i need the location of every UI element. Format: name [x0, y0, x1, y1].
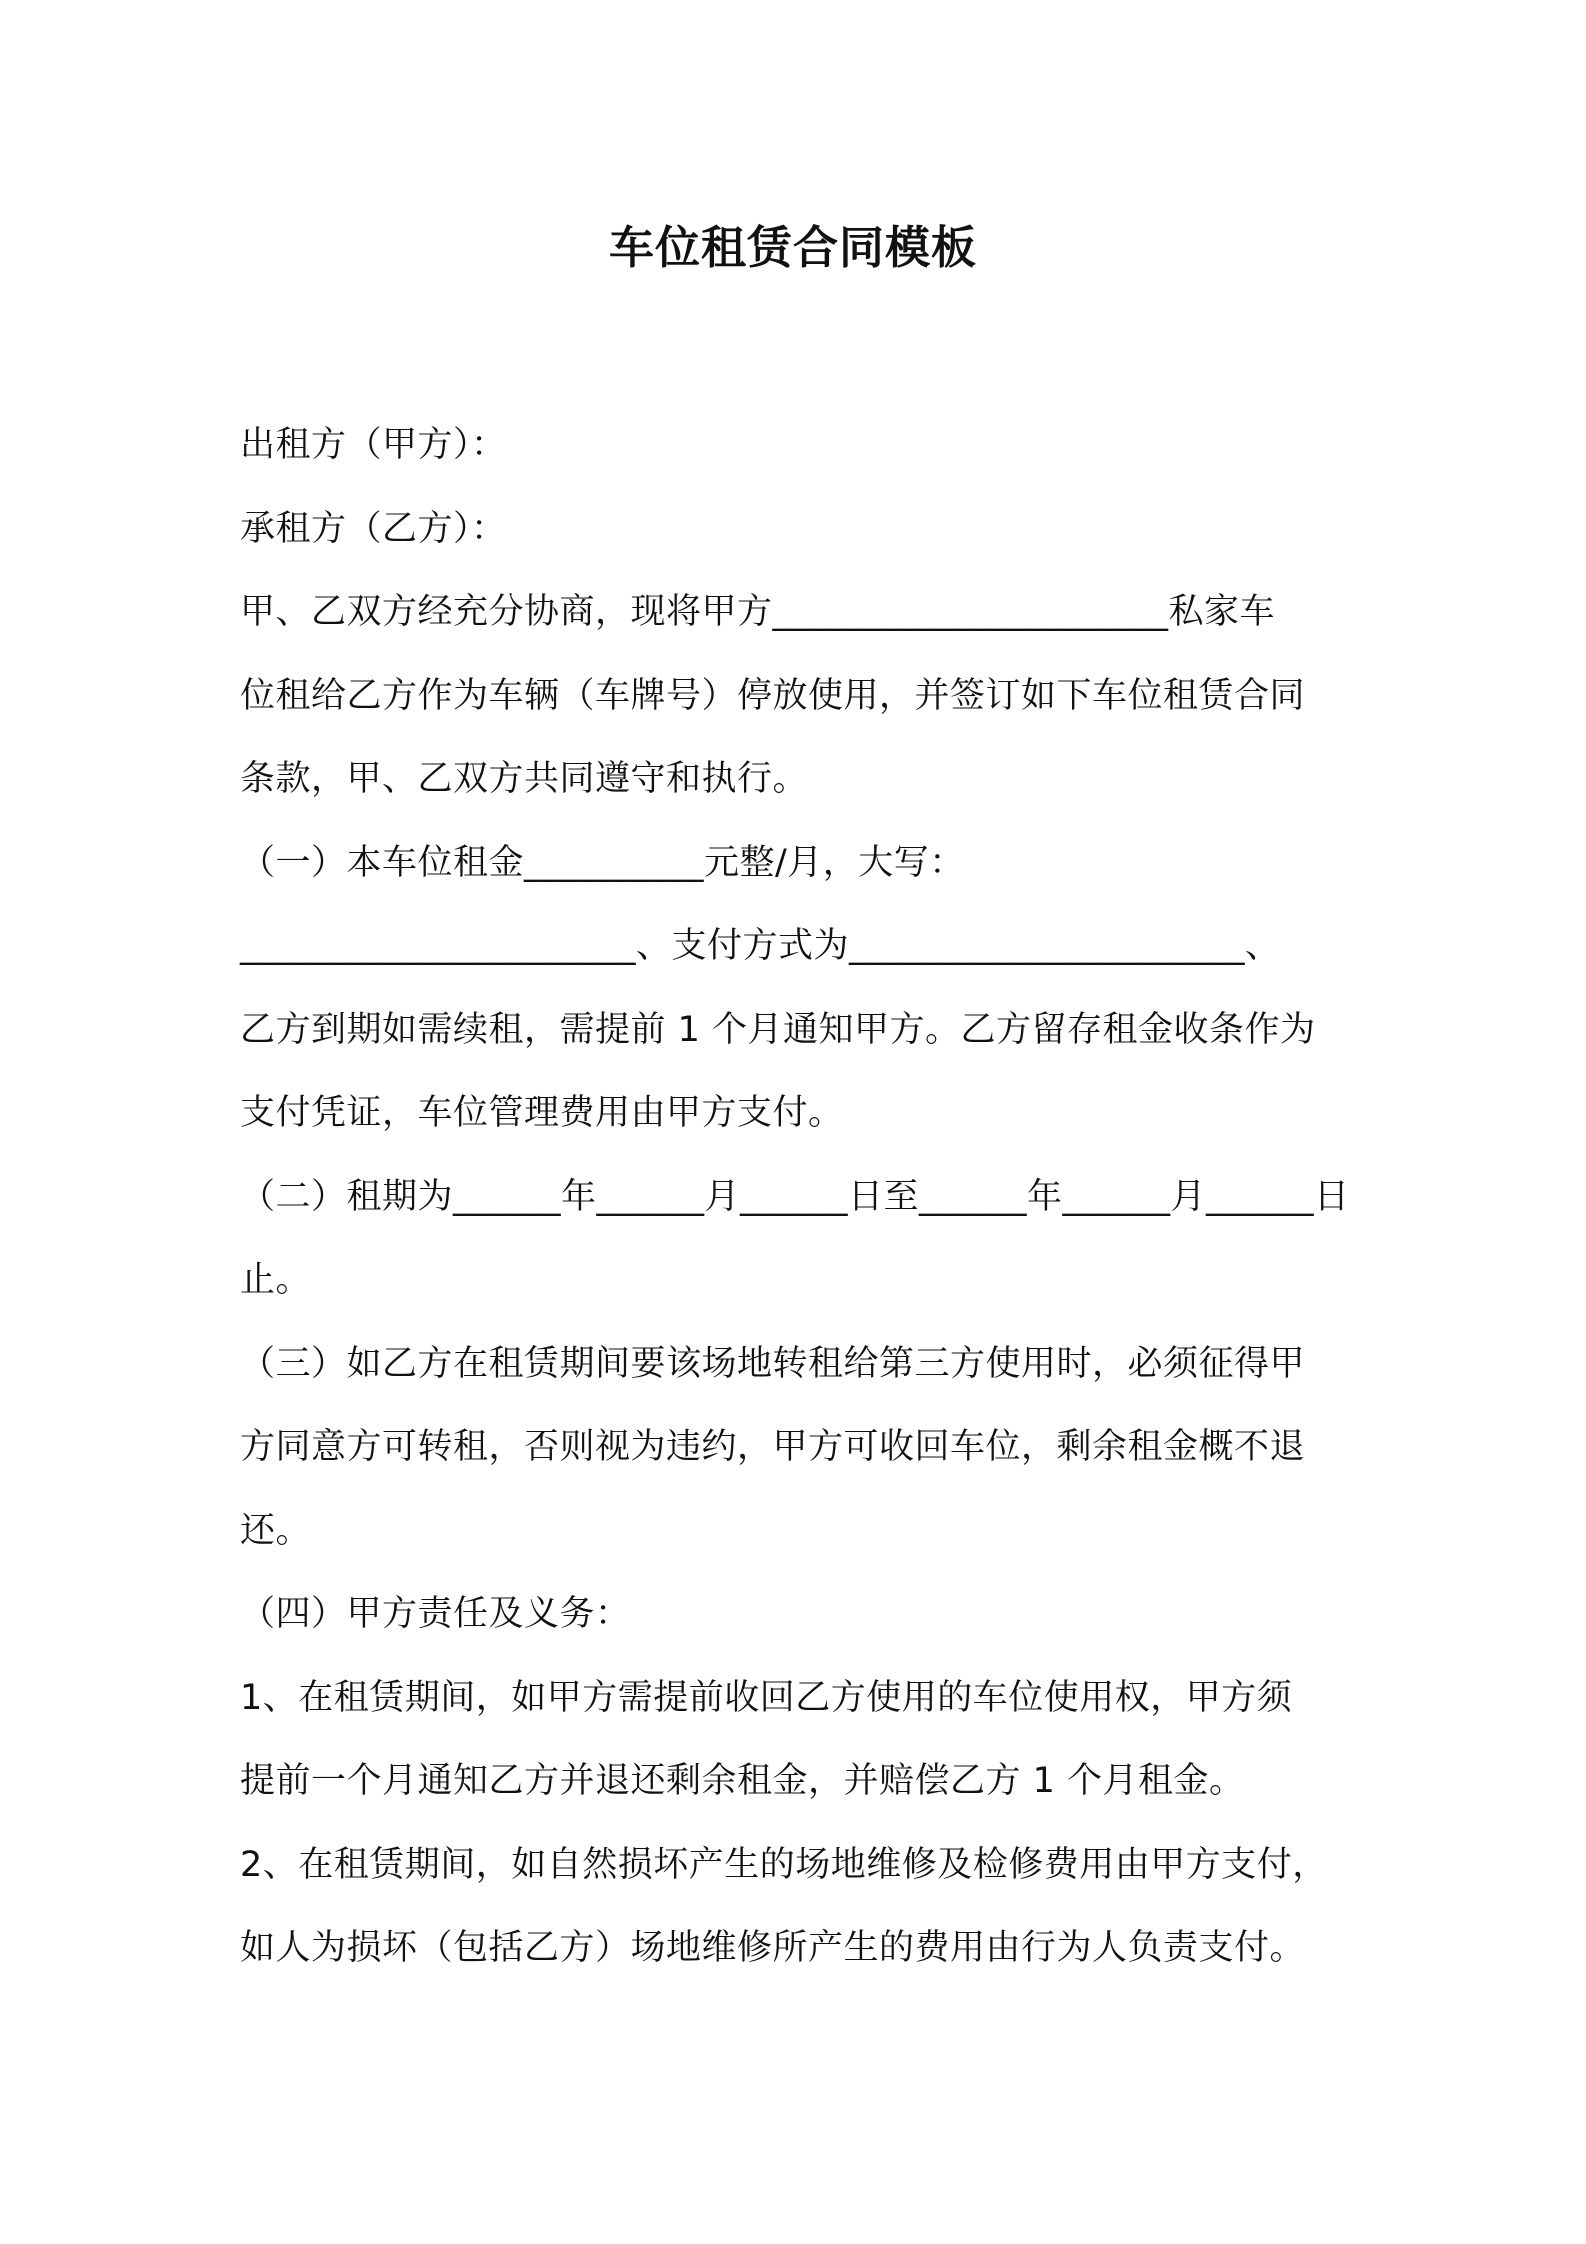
document-body	[240, 404, 1390, 1991]
paragraph-intro-line-1: 甲、乙双方经充分协商，现将甲方______________________私家车	[240, 592, 1276, 632]
clause-1-line-1: （一）本车位租金__________元整/月，大写：	[240, 842, 965, 883]
clause-1-line-4: 支付凭证，车位管理费用由甲方支付。	[240, 1093, 844, 1133]
clause-4-heading: （四）甲方责任及义务：	[240, 1594, 631, 1634]
paragraph-intro-line-3: 条款，甲、乙双方共同遵守和执行。	[240, 759, 809, 799]
lessee-line: 承租方（乙方）：	[240, 508, 507, 549]
clause-4-item-2-line-1: 2、在租赁期间，如自然损坏产生的场地维修及检修费用由甲方支付，	[240, 1844, 1328, 1885]
clause-4-item-1-line-2: 提前一个月通知乙方并退还剩余租金，并赔偿乙方 1 个月租金。	[240, 1761, 1245, 1801]
document-title: 车位租赁合同模板	[608, 221, 977, 274]
clause-4-item-1-line-1: 1、在租赁期间，如甲方需提前收回乙方使用的车位使用权，甲方须	[240, 1677, 1293, 1718]
paragraph-intro-line-2: 位租给乙方作为车辆（车牌号）停放使用，并签订如下车位租赁合同	[240, 675, 1306, 716]
clause-2-line-1: （二）租期为______年______月______日至______年______月______日	[240, 1176, 1350, 1217]
clause-1-line-3: 乙方到期如需续租，需提前 1 个月通知甲方。乙方留存租金收条作为	[240, 1009, 1316, 1050]
clause-3-line-3: 还。	[240, 1510, 312, 1551]
clause-2-line-2: 止。	[240, 1260, 312, 1300]
clause-3-line-1: （三）如乙方在租赁期间要该场地转租给第三方使用时，必须征得甲	[240, 1343, 1306, 1384]
clause-3-line-2: 方同意方可转租，否则视为违约，甲方可收回车位，剩余租金概不退	[240, 1427, 1306, 1467]
lessor-line: 出租方（甲方）：	[240, 425, 507, 465]
clause-4-item-2-line-2: 如人为损坏（包括乙方）场地维修所产生的费用由行为人负责支付。	[240, 1928, 1306, 1968]
clause-1-line-2: ______________________、支付方式为______________________、	[240, 926, 1281, 966]
